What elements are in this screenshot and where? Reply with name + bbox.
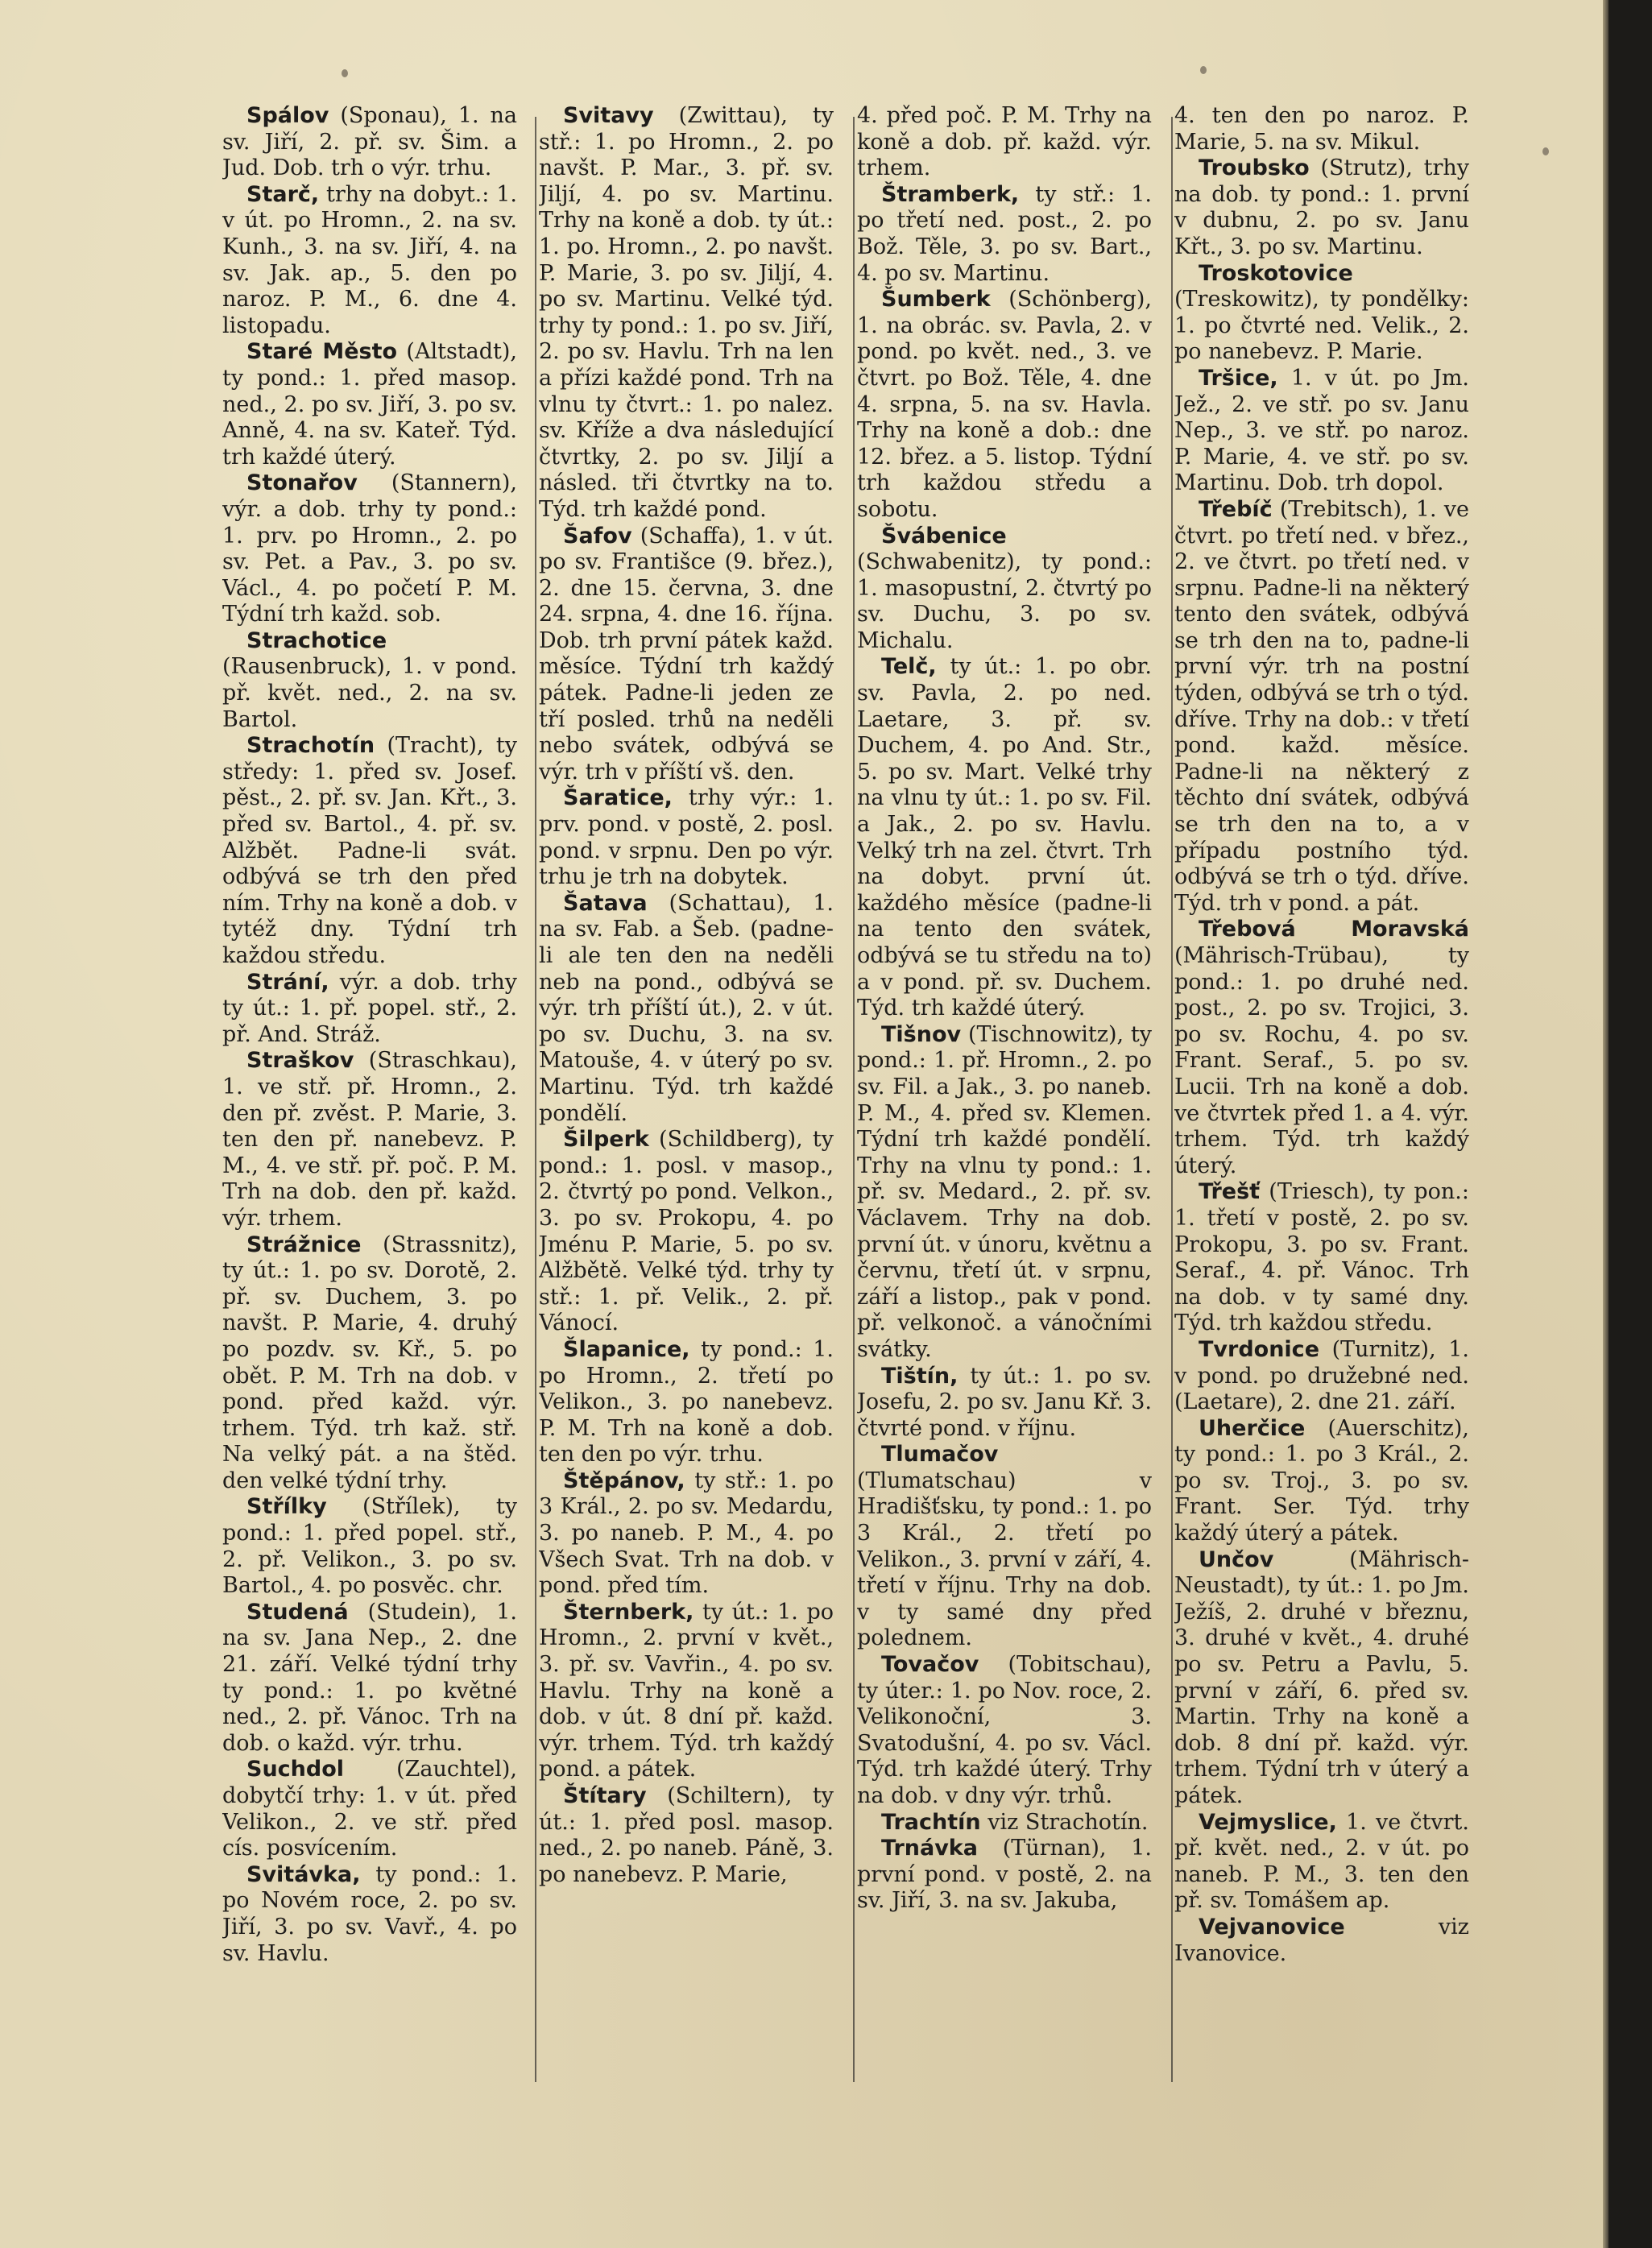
town-name: Strachotín xyxy=(246,733,375,759)
market-dates: (Mährisch-Trübau), ty pond.: 1. po druhé ned. post., 2. po sv. Trojici, 3. po sv. Rochu, 4. po sv. Frant. Seraf., 5. po sv. Lucii. Trh na koně a dob. ve čtvrtek před 1. a 4. výr. trhem. Týd. trh každý úterý. xyxy=(1174,943,1469,1178)
town-name: Tršice, xyxy=(1199,365,1278,391)
market-dates: (Strassnitz), ty út.: 1. po sv. Dorotě, 2. př. sv. Duchem, 3. po navšt. P. Marie, 4. druhý po pozdv. sv. Kř., 5. po obět. P. M. Trh na dob. v pond. před každ. výr. trhem. Týd. trh kaž. stř. Na velký pát. a na štěd. den velké týdní trhy. xyxy=(222,1232,517,1493)
market-entry xyxy=(222,628,517,733)
market-dates: (Tischnowitz), ty pond.: 1. př. Hromn., 2. po sv. Fil. a Jak., 3. po naneb. P. M., 4. před sv. Klemen. Týdní trh každé pondělí. Trhy na vlnu ty pond.: 1. př. sv. Medard., 2. př. sv. Václavem. Trhy na dob. první út. v únoru, květnu a červnu, třetí út. v srpnu, září a listop., pak v pond. př. velkonoč. a vánočními svátky. xyxy=(857,1021,1152,1362)
town-name: Tlumačov xyxy=(881,1442,999,1468)
market-dates: (Rausenbruck), 1. v pond. př. květ. ned., 2. na sv. Bartol. xyxy=(222,654,517,732)
market-dates: (Schiltern), ty út.: 1. před posl. masop. ned., 2. po naneb. Páně, 3. po nanebevz. P. Marie, xyxy=(539,1783,834,1887)
market-dates: 4. ten den po naroz. P. Marie, 5. na sv. Mikul. xyxy=(1174,103,1469,155)
market-dates: ty út.: 1. po obr. sv. Pavla, 2. po ned. Laetare, 3. př. sv. Duchem, 4. po And. Str., 5. po sv. Mart. Velké trhy na vlnu ty út.: 1. po sv. Fil. a Jak., 2. po sv. Havlu. Velký trh na zel. čtvrt. Trh na dobyt. první út. každého měsíce (padne-li na tento den svátek, odbývá se tu středu na to) a v pond. př. sv. Duchem. Týd. trh každé úterý. xyxy=(857,654,1152,1021)
market-dates: (Auerschitz), ty pond.: 1. po 3 Král., 2. po sv. Troj., 3. po sv. Frant. Ser. Týd. trhy každý úterý a pátek. xyxy=(1174,1415,1469,1546)
market-entry xyxy=(857,103,1152,182)
market-entry xyxy=(222,733,517,969)
town-name: Štítary xyxy=(563,1783,647,1808)
market-dates: trhy na dobyt.: 1. v út. po Hromn., 2. na sv. Kunh., 3. na sv. Jiří, 4. na sv. Jak. ap., 5. den po naroz. P. M., 6. dne 4. listopadu. xyxy=(222,181,517,338)
town-name: Šafov xyxy=(563,523,632,549)
market-entry xyxy=(857,182,1152,287)
market-dates: (Zwittau), ty stř.: 1. po Hromn., 2. po navšt. P. Mar., 3. př. sv. Jiljí, 4. po sv. Martinu. Trhy na koně a dob. ty út.: 1. po. Hromn., 2. po navšt. P. Marie, 3. po sv. Jiljí, 4. po sv. Martinu. Velké týd. trhy ty pond.: 1. po sv. Jiří, 2. po sv. Havlu. Trh na len a přízi každé pond. Trh na vlnu ty čtvrt.: 1. po nalez. sv. Kříže a dva následující čtvrtky, 2. po sv. Jiljí a násled. tři čtvrtky na to. Týd. trh každé pond. xyxy=(539,103,834,522)
town-name: Tišnov xyxy=(881,1021,962,1047)
market-dates: 1. v út. po Jm. Jež., 2. ve stř. po sv. Janu Nep., 3. ve stř. po naroz. P. Marie, 4. ve stř. po sv. Martinu. Dob. trh dopol. xyxy=(1174,365,1469,496)
market-entry xyxy=(857,1810,1152,1836)
column-divider xyxy=(535,117,536,2082)
market-entry xyxy=(857,1442,1152,1652)
market-dates: (Tobitschau), ty úter.: 1. po Nov. roce, 2. Velikonoční, 3. Svatodušní, 4. po sv. Václ. Týd. trh každé úterý. Trhy na dob. v dny výr. trhů. xyxy=(857,1652,1152,1808)
market-entry xyxy=(222,1232,517,1495)
text-column-3 xyxy=(857,103,1152,2133)
paper-speck xyxy=(1200,66,1207,74)
town-name: Unčov xyxy=(1199,1546,1274,1572)
market-entry xyxy=(1174,917,1469,1179)
market-dates: (Türnan), 1. první pond. v postě, 2. na sv. Jiří, 3. na sv. Jakuba, xyxy=(857,1836,1152,1914)
market-dates: (Schildberg), ty pond.: 1. posl. v masop., 2. čtvrtý po pond. Velkon., 3. po sv. Prokopu, 4. po Jménu P. Marie, 5. po sv. Alžbětě. Velké týd. trhy ty stř.: 1. př. Velik., 2. př. Vánocí. xyxy=(539,1127,834,1336)
town-name: Třebíč xyxy=(1199,496,1273,522)
market-entry xyxy=(1174,497,1469,917)
town-name: Telč, xyxy=(881,654,937,680)
market-dates: (Studein), 1. na sv. Jana Nep., 2. dne 21. září. Velké týdní trhy ty pond.: 1. po květné ned., 2. př. Vánoc. Trh na dob. o každ. výr. trhu. xyxy=(222,1599,517,1756)
market-dates: (Sponau), 1. na sv. Jiří, 2. př. sv. Šim. a Jud. Dob. trh o výr. trhu. xyxy=(222,103,517,181)
market-entry xyxy=(539,785,834,890)
paper-speck xyxy=(1542,147,1549,155)
market-entry xyxy=(222,970,517,1049)
market-entry xyxy=(857,1364,1152,1443)
market-dates: (Turnitz), 1. v pond. po družebné ned. (Laetare), 2. dne 21. září. xyxy=(1174,1336,1469,1415)
market-dates: (Tlumatschau) v Hradišťsku, ty pond.: 1. po 3 Král., 2. třetí po Velikon., 3. první v září, 4. třetí v říjnu. Trhy na dob. v ty samé dny před polednem. xyxy=(857,1468,1152,1651)
market-entry xyxy=(539,891,834,1127)
market-entry xyxy=(857,1022,1152,1364)
market-dates: (Schwabenitz), ty pond.: 1. masopustní, 2. čtvrtý po sv. Duchu, 3. po sv. Michalu. xyxy=(857,549,1152,653)
town-name: Vejmyslice, xyxy=(1199,1809,1337,1835)
town-name: Šumberk xyxy=(881,287,991,313)
market-dates: (Schönberg), 1. na obrác. sv. Pavla, 2. v pond. po květ. ned., 3. ve čtvrt. po Bož. Těle, 4. dne 4. srpna, 5. na sv. Havla. Trhy na koně a dob.: dne 12. břez. a 5. listop. Týdní trh každou středu a sobotu. xyxy=(857,287,1152,522)
market-entry xyxy=(539,524,834,786)
town-name: Tvrdonice xyxy=(1199,1336,1320,1362)
town-name: Tištín, xyxy=(881,1363,958,1389)
market-entry xyxy=(222,470,517,628)
town-name: Svitavy xyxy=(563,103,654,128)
town-name: Štěpánov, xyxy=(563,1468,685,1493)
market-entry xyxy=(1174,1337,1469,1416)
town-name: Švábenice xyxy=(881,523,1007,549)
market-dates: ty út.: 1. po sv. Josefu, 2. po sv. Janu Kř. 3. čtvrté pond. v říjnu. xyxy=(857,1363,1152,1441)
text-column-4 xyxy=(1174,103,1469,2133)
market-dates: (Treskowitz), ty pondělky: 1. po čtvrté ned. Velik., 2. po nanebevz. P. Marie. xyxy=(1174,287,1469,365)
town-name: Vejvanovice xyxy=(1199,1914,1345,1940)
market-entry xyxy=(1174,1810,1469,1915)
market-dates: (Tracht), ty středy: 1. před sv. Josef. pěst., 2. př. sv. Jan. Křt., 3. před sv. Bartol., 4. př. sv. Alžbět. Padne-li svát. odbývá se trh den před ním. Trhy na koně a dob. v tytéž dny. Týdní trh každou středu. xyxy=(222,733,517,968)
town-name: Strání, xyxy=(246,969,329,995)
town-name: Šaratice, xyxy=(563,785,673,811)
market-entry xyxy=(222,182,517,340)
market-entry xyxy=(857,1836,1152,1915)
market-dates: (Triesch), ty pon.: 1. třetí v postě, 2. po sv. Prokopu, 3. po sv. Frant. Seraf., 4. př. Vánoc. Trh na dob. v ty samé dny. Týd. trh každou středu. xyxy=(1174,1179,1469,1336)
town-name: Starč, xyxy=(246,181,320,207)
town-name: Studená xyxy=(246,1599,349,1625)
market-dates: (Střílek), ty pond.: 1. před popel. stř., 2. př. Velikon., 3. po sv. Bartol., 4. po posvěc. chr. xyxy=(222,1494,517,1599)
market-dates: (Trebitsch), 1. ve čtvrt. po třetí ned. v břez., 2. ve čtvrt. po třetí ned. v srpnu. Padne-li na některý tento den svátek, odbývá se trh den na to, padne-li první výr. trh na postní týden, odbývá se trh o týd. dříve. Trhy na dob.: v třetí pond. každ. měsíce. Padne-li na některý z těchto dní svátek, odbývá se trh den na to, a v případu postního týd. odbývá se trh o týd. dříve. Týd. trh v pond. a pát. xyxy=(1174,496,1469,916)
column-divider xyxy=(853,117,855,2082)
town-name: Střílky xyxy=(246,1494,327,1520)
market-entry xyxy=(539,1337,834,1468)
town-name: Třešť xyxy=(1199,1179,1261,1205)
market-dates: ty pond.: 1. po Novém roce, 2. po sv. Jiří, 3. po sv. Vavř., 4. po sv. Havlu. xyxy=(222,1861,517,1966)
town-name: Spálov xyxy=(246,103,329,128)
market-entry xyxy=(222,103,517,182)
market-entry xyxy=(857,654,1152,1021)
market-dates: 1. ve čtvrt. př. květ. ned., 2. v út. po naneb. P. M., 3. ten den př. sv. Tomášem ap. xyxy=(1174,1809,1469,1914)
market-entry xyxy=(222,1862,517,1967)
market-entry xyxy=(1174,155,1469,260)
town-name: Troubsko xyxy=(1199,155,1310,181)
town-name: Strachotice xyxy=(246,627,387,653)
town-name: Šatava xyxy=(563,890,648,916)
market-dates: ty pond.: 1. po Hromn., 2. třetí po Velikon., 3. po nanebevz. P. M. Trh na koně a dob. ten den po výr. trhu. xyxy=(539,1336,834,1468)
market-entry xyxy=(539,1783,834,1888)
market-dates: ty stř.: 1. po 3 Král., 2. po sv. Medardu, 3. po naneb. P. M., 4. po Všech Svat. Trh na dob. v pond. před tím. xyxy=(539,1468,834,1599)
market-entry xyxy=(1174,103,1469,155)
market-dates: viz Ivanovice. xyxy=(1174,1914,1469,1966)
market-entry xyxy=(1174,1416,1469,1547)
market-dates: (Altstadt), ty pond.: 1. před masop. ned., 2. po sv. Jiří, 3. po sv. Anně, 4. na sv. Kateř. Týd. trh každé úterý. xyxy=(222,339,517,470)
market-entry xyxy=(222,339,517,470)
column-divider xyxy=(1171,117,1173,2082)
market-dates: výr. a dob. trhy ty út.: 1. př. popel. stř., 2. př. And. Stráž. xyxy=(222,969,517,1047)
market-dates: (Zauchtel), dobytčí trhy: 1. v út. před Velikon., 2. ve stř. před cís. posvícením. xyxy=(222,1757,517,1861)
market-dates: ty stř.: 1. po třetí ned. post., 2. po Bož. Těle, 3. po sv. Bart., 4. po sv. Martinu. xyxy=(857,181,1152,286)
town-name: Trnávka xyxy=(881,1836,978,1861)
town-name: Suchdol xyxy=(246,1757,345,1782)
market-entry xyxy=(1174,366,1469,497)
town-name: Třebová Moravská xyxy=(1199,917,1469,942)
market-entry xyxy=(539,1127,834,1337)
market-entry xyxy=(539,1468,834,1600)
town-name: Šlapanice, xyxy=(563,1336,690,1362)
market-dates: 4. před poč. P. M. Trhy na koně a dob. př. každ. výr. trhem. xyxy=(857,103,1152,181)
market-dates: viz Strachotín. xyxy=(980,1809,1149,1835)
town-name: Uherčice xyxy=(1199,1415,1306,1441)
town-name: Straškov xyxy=(246,1048,354,1074)
market-dates: (Mährisch-Neustadt), ty út.: 1. po Jm. Ježíš, 2. druhé v březnu, 3. druhé v květ., 4. druhé po sv. Petru a Pavlu, 5. první v září, 6. před sv. Martin. Trhy na koně a dob. 8 dní př. každ. výr. trhem. Týdní trh v úterý a pátek. xyxy=(1174,1546,1469,1808)
market-dates: ty út.: 1. po Hromn., 2. první v květ., 3. př. sv. Vavřin., 4. po sv. Havlu. Trhy na koně a dob. v út. 8 dní př. každ. výr. trhem. Týd. trh každý pond. a pátek. xyxy=(539,1599,834,1782)
market-dates: (Schattau), 1. na sv. Fab. a Šeb. (padne-li ale ten den na neděli neb na pond., odbývá se výr. trh příští út.), 2. v út. po sv. Duchu, 3. na sv. Matouše, 4. v úterý po sv. Martinu. Týd. trh každé pondělí. xyxy=(539,890,834,1126)
market-dates: (Schaffa), 1. v út. po sv. Františce (9. břez.), 2. dne 15. června, 3. dne 24. srpna, 4. dne 16. října. Dob. trh první pátek každ. měsíce. Týdní trh každý pátek. Padne-li jeden ze tří posled. trhů na neděli nebo svátek, odbývá se výr. trh v příští vš. den. xyxy=(539,523,834,785)
text-column-2 xyxy=(539,103,834,2133)
town-name: Šilperk xyxy=(563,1127,649,1153)
market-entry xyxy=(857,524,1152,655)
town-name: Troskotovice xyxy=(1199,260,1353,286)
market-entry xyxy=(857,1652,1152,1810)
town-name: Strážnice xyxy=(246,1232,362,1257)
page-edge xyxy=(1609,0,1652,2248)
market-dates: (Strutz), trhy na dob. ty pond.: 1. první v dubnu, 2. po sv. Janu Křt., 3. po sv. Martinu. xyxy=(1174,155,1469,259)
town-name: Štramberk, xyxy=(881,181,1020,207)
market-entry xyxy=(1174,1547,1469,1810)
market-entry xyxy=(857,287,1152,523)
market-dates: (Straschkau), 1. ve stř. př. Hromn., 2. den př. zvěst. P. Marie, 3. ten den př. nanebevz. P. M., 4. ve stř. př. poč. P. M. Trh na dob. den př. každ. výr. trhem. xyxy=(222,1048,517,1231)
text-column-1 xyxy=(222,103,517,2133)
town-name: Trachtín xyxy=(881,1809,981,1835)
paper-speck xyxy=(342,69,348,77)
town-name: Tovačov xyxy=(881,1652,979,1678)
market-entry xyxy=(1174,1915,1469,1967)
market-entry xyxy=(222,1048,517,1232)
town-name: Stonařov xyxy=(246,470,358,496)
town-name: Svitávka, xyxy=(246,1861,361,1887)
market-entry xyxy=(539,1600,834,1783)
market-entry xyxy=(222,1494,517,1599)
town-name: Staré Město xyxy=(246,339,398,365)
market-dates: (Stannern), výr. a dob. trhy ty pond.: 1. prv. po Hromn., 2. po sv. Pet. a Pav., 3. po sv. Václ., 4. po početí P. M. Týdní trh každ. sob. xyxy=(222,470,517,627)
market-dates: trhy výr.: 1. prv. pond. v postě, 2. posl. pond. v srpnu. Den po výr. trhu je trh na dobytek. xyxy=(539,785,834,890)
town-name: Šternberk, xyxy=(563,1599,694,1625)
market-entry xyxy=(539,103,834,524)
market-entry xyxy=(1174,1179,1469,1337)
market-entry xyxy=(222,1600,517,1757)
market-entry xyxy=(222,1757,517,1861)
market-entry xyxy=(1174,261,1469,366)
